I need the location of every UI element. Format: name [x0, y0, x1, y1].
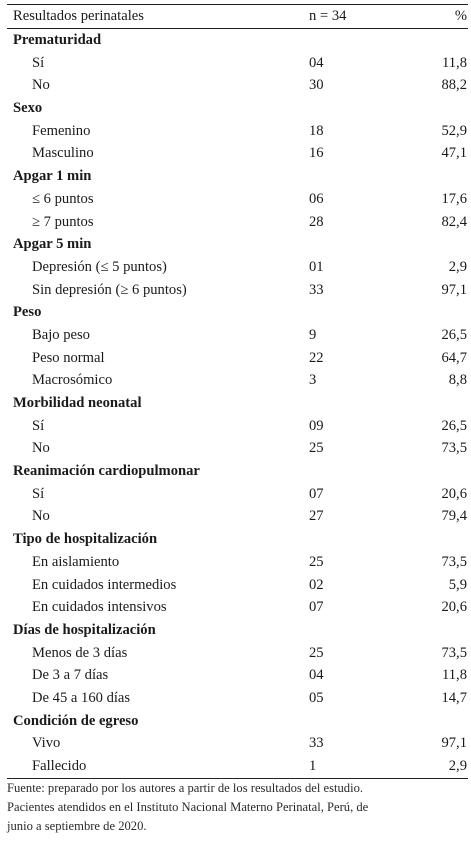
row-label: De 3 a 7 días [32, 667, 109, 684]
row-label: No [32, 77, 50, 94]
category-row [7, 392, 468, 415]
table-row [7, 732, 468, 755]
row-percent: 73,5 [441, 440, 467, 457]
table-row [7, 256, 468, 279]
table-row [7, 664, 468, 687]
table-row [7, 347, 468, 370]
category-row [7, 233, 468, 256]
category-row [7, 301, 468, 324]
table-row [7, 188, 468, 211]
category-title: Sexo [13, 100, 43, 117]
table-row [7, 369, 468, 392]
row-label: De 45 a 160 días [32, 689, 131, 706]
row-percent: 97,1 [441, 735, 467, 752]
table-row [7, 74, 468, 97]
row-count: 06 [309, 190, 324, 207]
header-pct: % [454, 8, 467, 24]
row-label: Masculino [32, 145, 94, 162]
row-label: ≥ 7 puntos [32, 213, 94, 230]
row-percent: 52,9 [441, 122, 467, 139]
row-percent: 73,5 [441, 553, 467, 570]
category-title: Condición de egreso [13, 712, 139, 729]
row-count: 27 [309, 508, 324, 525]
row-count: 09 [309, 417, 324, 434]
row-percent: 73,5 [441, 644, 467, 661]
row-count: 28 [309, 213, 324, 230]
row-count: 05 [309, 689, 324, 706]
row-count: 25 [309, 644, 324, 661]
table-row [7, 642, 468, 665]
row-count: 16 [309, 145, 324, 162]
row-label: Sin depresión (≥ 6 puntos) [32, 281, 187, 298]
row-percent: 20,6 [441, 485, 467, 502]
table-header-row [7, 5, 468, 28]
row-percent: 2,9 [448, 758, 467, 774]
category-row [7, 460, 468, 483]
category-row [7, 528, 468, 551]
category-row [7, 710, 468, 733]
row-label: Sí [32, 485, 45, 502]
row-percent: 17,6 [441, 190, 467, 207]
category-title: Días de hospitalización [13, 621, 156, 638]
table-row [7, 687, 468, 710]
category-row [7, 97, 468, 120]
table-row [7, 415, 468, 438]
row-label: Macrosómico [32, 372, 113, 389]
row-percent: 2,9 [448, 258, 467, 275]
row-label: Sí [32, 54, 45, 71]
row-label: Bajo peso [32, 326, 90, 343]
table-row [7, 52, 468, 75]
row-count: 01 [309, 258, 324, 275]
row-count: 33 [309, 281, 324, 298]
category-title: Apgar 5 min [13, 236, 92, 253]
row-count: 3 [309, 372, 317, 389]
row-count: 30 [309, 77, 324, 94]
row-percent: 5,9 [448, 576, 467, 593]
row-label: Fallecido [32, 758, 87, 774]
row-count: 22 [309, 349, 324, 366]
row-percent: 97,1 [441, 281, 467, 298]
row-label: ≤ 6 puntos [32, 190, 94, 207]
row-percent: 26,5 [441, 326, 467, 343]
row-count: 1 [309, 758, 317, 774]
row-percent: 26,5 [441, 417, 467, 434]
table-row [7, 437, 468, 460]
row-label: En cuidados intermedios [32, 576, 177, 593]
row-label: No [32, 440, 50, 457]
row-count: 02 [309, 576, 324, 593]
row-percent: 88,2 [441, 77, 467, 94]
row-label: Sí [32, 417, 45, 434]
row-label: Menos de 3 días [32, 644, 128, 661]
row-count: 25 [309, 553, 324, 570]
row-percent: 11,8 [442, 54, 467, 71]
table-row [7, 142, 468, 165]
table-row [7, 324, 468, 347]
row-label: Peso normal [32, 349, 105, 366]
row-label: No [32, 508, 50, 525]
footnote-line: junio a septiembre de 2020. [7, 819, 147, 833]
row-percent: 64,7 [441, 349, 467, 366]
footnote-line: Fuente: preparado por los autores a partir de los resultados del estudio. [7, 781, 364, 795]
table-row [7, 505, 468, 528]
category-title: Tipo de hospitalización [13, 531, 158, 548]
category-row [7, 619, 468, 642]
category-title: Peso [13, 304, 42, 321]
row-count: 25 [309, 440, 324, 457]
row-count: 9 [309, 326, 317, 343]
category-row [7, 29, 468, 52]
row-percent: 47,1 [441, 145, 467, 162]
row-count: 07 [309, 485, 324, 502]
row-count: 33 [309, 735, 324, 752]
header-label: Resultados perinatales [13, 8, 144, 24]
category-title: Morbilidad neonatal [13, 395, 142, 411]
table-row [7, 596, 468, 619]
row-label: Depresión (≤ 5 puntos) [32, 258, 167, 275]
table-footnote [7, 779, 468, 836]
table-row [7, 551, 468, 574]
row-count: 04 [309, 54, 324, 71]
row-percent: 11,8 [442, 667, 467, 684]
row-count: 07 [309, 599, 324, 616]
category-title: Reanimación cardiopulmonar [13, 463, 200, 480]
category-title: Apgar 1 min [13, 168, 92, 185]
perinatal-results-table [7, 4, 468, 779]
table-row [7, 574, 468, 597]
table-row [7, 483, 468, 506]
header-n: n = 34 [309, 8, 347, 24]
table-row [7, 755, 468, 778]
row-percent: 14,7 [441, 689, 467, 706]
row-label: En cuidados intensivos [32, 599, 167, 616]
row-percent: 82,4 [441, 213, 467, 230]
category-row [7, 165, 468, 188]
table-row [7, 211, 468, 234]
row-percent: 20,6 [441, 599, 467, 616]
row-percent: 79,4 [441, 508, 467, 525]
row-count: 04 [309, 667, 324, 684]
footnote-line: Pacientes atendidos en el Instituto Nacional Materno Perinatal, Perú, de [7, 800, 369, 814]
table-row [7, 120, 468, 143]
category-title: Prematuridad [13, 32, 102, 48]
row-percent: 8,8 [448, 372, 467, 389]
row-count: 18 [309, 122, 324, 139]
row-label: En aislamiento [32, 553, 120, 570]
row-label: Vivo [32, 735, 61, 752]
table-body [7, 29, 468, 778]
table-row [7, 279, 468, 302]
row-label: Femenino [32, 122, 91, 139]
